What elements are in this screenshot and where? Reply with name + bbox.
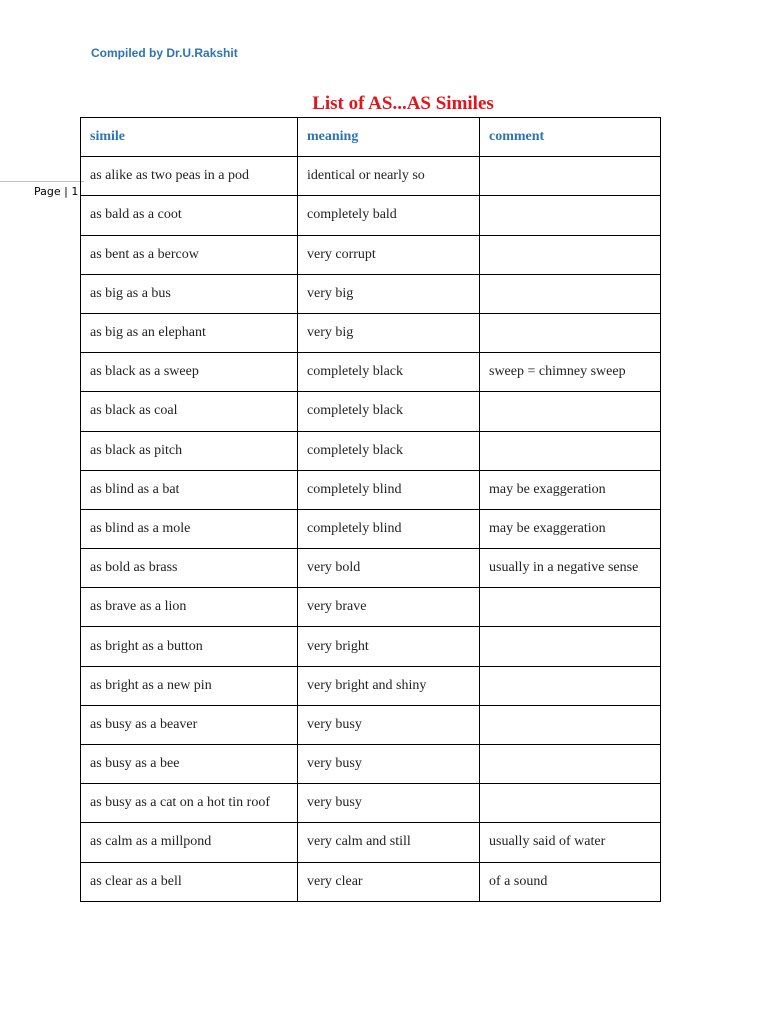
meaning-cell: completely blind bbox=[298, 470, 480, 509]
table-row bbox=[81, 431, 661, 470]
meaning-cell: very calm and still bbox=[298, 823, 480, 862]
simile-cell: as big as an elephant bbox=[81, 313, 298, 352]
simile-cell: as black as pitch bbox=[81, 431, 298, 470]
comment-cell: may be exaggeration bbox=[480, 470, 661, 509]
simile-cell: as busy as a bee bbox=[81, 745, 298, 784]
table-row bbox=[81, 745, 661, 784]
page-marker-line bbox=[0, 181, 84, 182]
table-row bbox=[81, 823, 661, 862]
meaning-cell: very big bbox=[298, 313, 480, 352]
table-row bbox=[81, 313, 661, 352]
simile-cell: as black as coal bbox=[81, 392, 298, 431]
comment-cell bbox=[480, 235, 661, 274]
comment-cell bbox=[480, 745, 661, 784]
meaning-cell: very busy bbox=[298, 705, 480, 744]
meaning-cell: very brave bbox=[298, 588, 480, 627]
table-row bbox=[81, 274, 661, 313]
table-row bbox=[81, 666, 661, 705]
similes-table bbox=[80, 117, 661, 902]
table-row bbox=[81, 196, 661, 235]
comment-cell: usually in a negative sense bbox=[480, 549, 661, 588]
meaning-cell: very busy bbox=[298, 784, 480, 823]
meaning-cell: completely blind bbox=[298, 509, 480, 548]
comment-cell bbox=[480, 431, 661, 470]
table-row bbox=[81, 627, 661, 666]
table-row bbox=[81, 705, 661, 744]
simile-cell: as bright as a button bbox=[81, 627, 298, 666]
table-row bbox=[81, 549, 661, 588]
comment-cell bbox=[480, 588, 661, 627]
meaning-cell: very bright bbox=[298, 627, 480, 666]
simile-cell: as brave as a lion bbox=[81, 588, 298, 627]
table-row bbox=[81, 157, 661, 196]
table-body bbox=[81, 157, 661, 902]
simile-cell: as blind as a bat bbox=[81, 470, 298, 509]
comment-cell bbox=[480, 705, 661, 744]
simile-cell: as bald as a coot bbox=[81, 196, 298, 235]
simile-cell: as bright as a new pin bbox=[81, 666, 298, 705]
comment-cell bbox=[480, 313, 661, 352]
meaning-cell: very big bbox=[298, 274, 480, 313]
meaning-cell: very bright and shiny bbox=[298, 666, 480, 705]
table-row bbox=[81, 862, 661, 901]
column-header-meaning: meaning bbox=[298, 118, 480, 157]
table-row bbox=[81, 509, 661, 548]
comment-cell: may be exaggeration bbox=[480, 509, 661, 548]
table-row bbox=[81, 470, 661, 509]
simile-cell: as clear as a bell bbox=[81, 862, 298, 901]
comment-cell bbox=[480, 274, 661, 313]
table-row bbox=[81, 588, 661, 627]
meaning-cell: completely black bbox=[298, 392, 480, 431]
comment-cell bbox=[480, 157, 661, 196]
simile-cell: as busy as a beaver bbox=[81, 705, 298, 744]
comment-cell: usually said of water bbox=[480, 823, 661, 862]
meaning-cell: identical or nearly so bbox=[298, 157, 480, 196]
document-title: List of AS...AS Similes bbox=[312, 93, 494, 114]
simile-cell: as calm as a millpond bbox=[81, 823, 298, 862]
simile-cell: as alike as two peas in a pod bbox=[81, 157, 298, 196]
meaning-cell: very bold bbox=[298, 549, 480, 588]
comment-cell bbox=[480, 196, 661, 235]
meaning-cell: very corrupt bbox=[298, 235, 480, 274]
simile-cell: as blind as a mole bbox=[81, 509, 298, 548]
column-header-simile: simile bbox=[81, 118, 298, 157]
comment-cell bbox=[480, 784, 661, 823]
table-row bbox=[81, 235, 661, 274]
table-row bbox=[81, 784, 661, 823]
column-header-comment: comment bbox=[480, 118, 661, 157]
meaning-cell: completely black bbox=[298, 353, 480, 392]
simile-cell: as bold as brass bbox=[81, 549, 298, 588]
comment-cell bbox=[480, 392, 661, 431]
comment-cell: of a sound bbox=[480, 862, 661, 901]
simile-cell: as busy as a cat on a hot tin roof bbox=[81, 784, 298, 823]
meaning-cell: very clear bbox=[298, 862, 480, 901]
page-number-label: Page | 1 bbox=[34, 185, 79, 198]
simile-cell: as big as a bus bbox=[81, 274, 298, 313]
comment-cell: sweep = chimney sweep bbox=[480, 353, 661, 392]
simile-cell: as bent as a bercow bbox=[81, 235, 298, 274]
table-row bbox=[81, 353, 661, 392]
meaning-cell: completely black bbox=[298, 431, 480, 470]
meaning-cell: very busy bbox=[298, 745, 480, 784]
table-header-row bbox=[81, 118, 661, 157]
table-row bbox=[81, 392, 661, 431]
comment-cell bbox=[480, 666, 661, 705]
simile-cell: as black as a sweep bbox=[81, 353, 298, 392]
comment-cell bbox=[480, 627, 661, 666]
meaning-cell: completely bald bbox=[298, 196, 480, 235]
header-credit: Compiled by Dr.U.Rakshit bbox=[91, 46, 238, 60]
